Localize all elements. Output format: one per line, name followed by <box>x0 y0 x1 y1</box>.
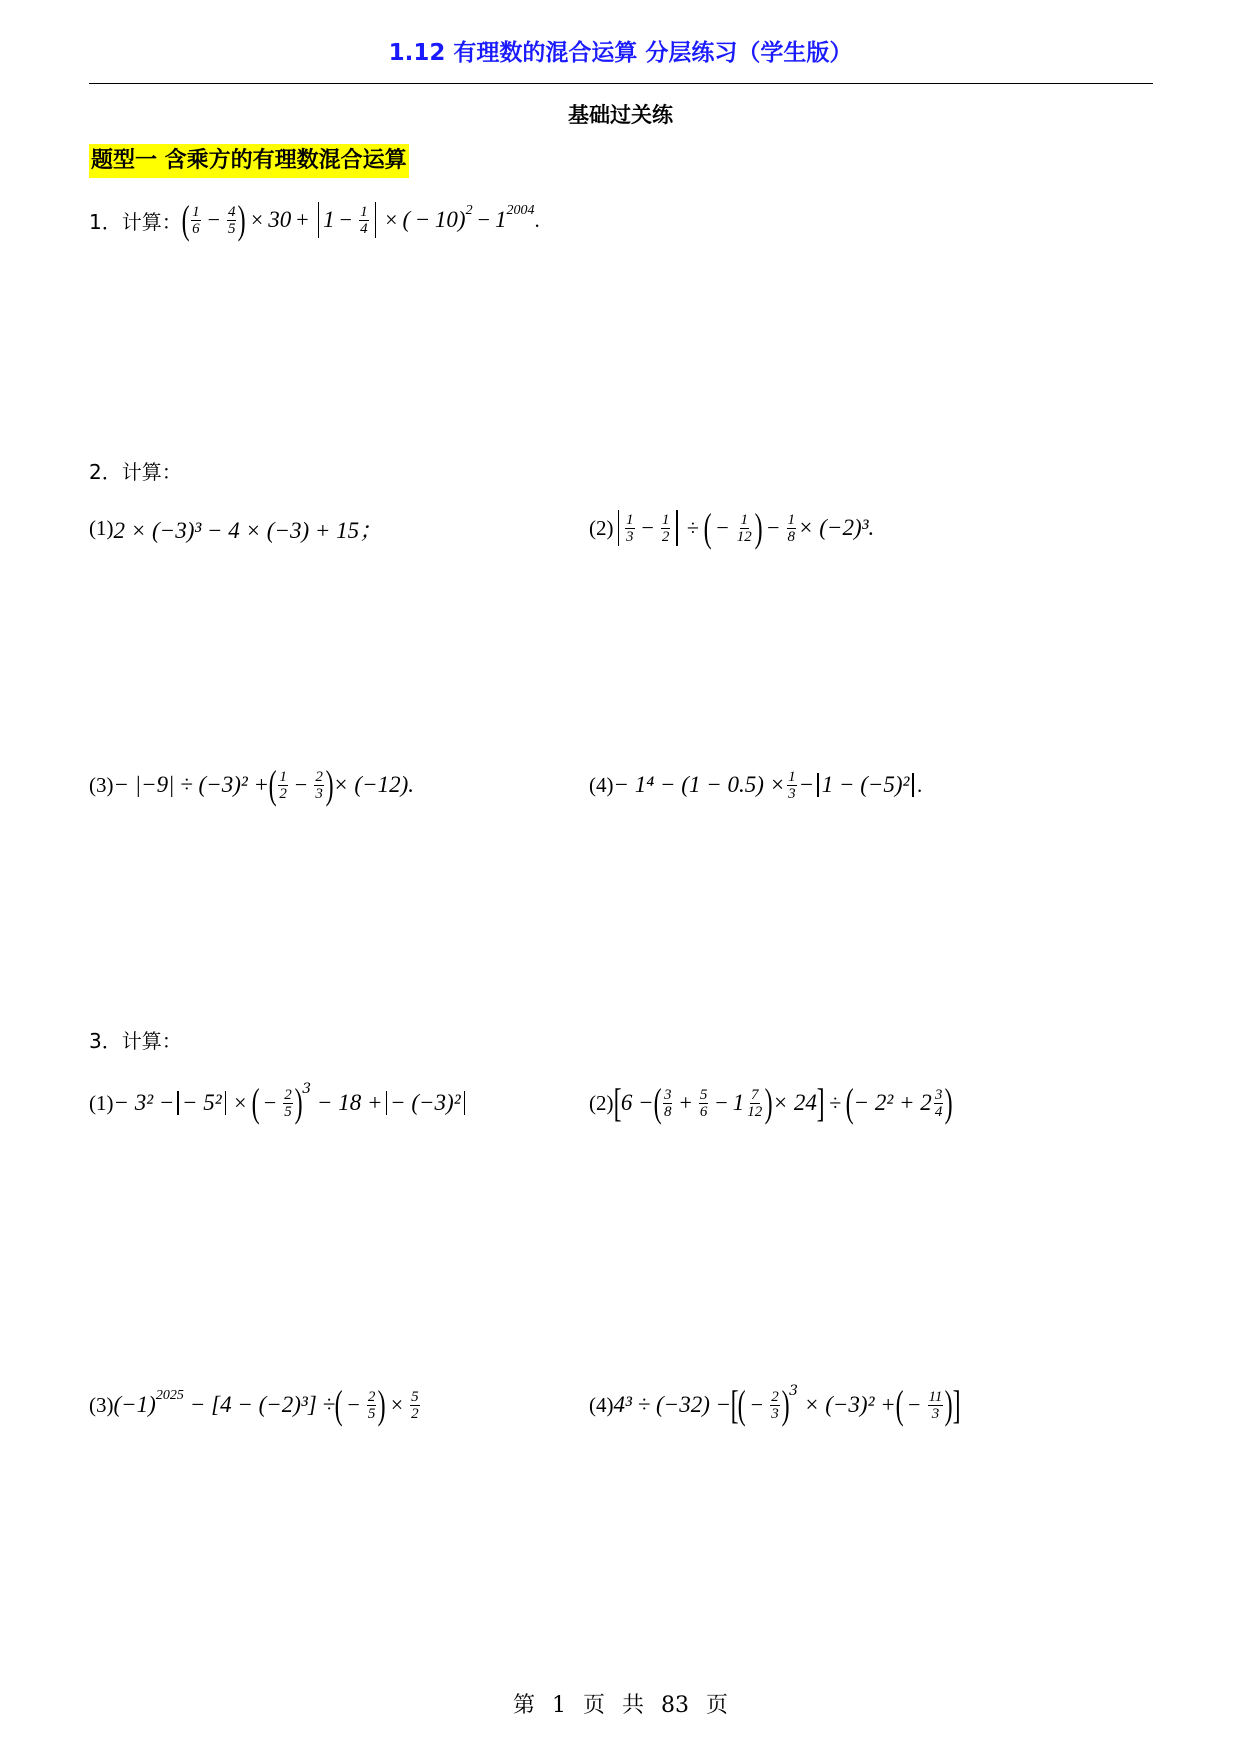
fraction: $\frac{5}{6}$ <box>699 1086 708 1120</box>
question-3-part-2: (2) [ 6 − ( $\frac{3}{8}$ + $\frac{5}{6}$ − 1 $\frac{7}{12}$ ) × 24 ] ÷ ( − 2² + 2 $\frac{3}{4}$ ) <box>589 1080 953 1125</box>
fraction: $\frac{7}{12}$ <box>747 1086 763 1120</box>
fraction: $\frac{3}{4}$ <box>934 1086 943 1120</box>
fraction: $\frac{1}{6}$ <box>192 203 200 237</box>
fraction: $\frac{2}{3}$ <box>315 768 323 802</box>
header-divider <box>89 83 1153 84</box>
fraction: $\frac{1}{3}$ <box>788 768 796 802</box>
document-title: 1.12 有理数的混合运算 分层练习（学生版） <box>388 40 853 66</box>
question-type-heading: 题型一 含乘方的有理数混合运算 <box>89 144 409 178</box>
fraction: $\frac{1}{2}$ <box>279 768 287 802</box>
fraction: $\frac{11}{3}$ <box>928 1388 943 1422</box>
fraction: $\frac{1}{2}$ <box>661 511 670 545</box>
question-3-label-line <box>89 1024 182 1054</box>
section-title: 基础过关练 <box>568 103 673 127</box>
fraction: $\frac{2}{5}$ <box>284 1086 292 1120</box>
question-2-part-1: (1) 2 × (−3)³ − 4 × (−3) + 15； <box>89 515 383 543</box>
page-footer: 第 1 页 共 83 页 <box>513 1693 728 1718</box>
fraction: $\frac{2}{5}$ <box>367 1388 376 1422</box>
question-3-label: 3．计算： <box>89 1028 182 1053</box>
question-3-part-3: (3) $(-1)^{2025}$ − [4 − (−2)³] ÷ ( − $\frac{2}{5}$ ) × $\frac{5}{2}$ <box>89 1382 419 1427</box>
fraction: $\frac{1}{4}$ <box>360 203 368 237</box>
question-1-label: 1．计算： <box>89 209 182 234</box>
fraction: $\frac{1}{3}$ <box>626 511 634 545</box>
fraction: $\frac{5}{2}$ <box>411 1388 419 1422</box>
question-3-part-4: (4) 4³ ÷ (−32) − [ ( − $\frac{2}{3}$ ) $^3$ × (−3)² + ( − $\frac{11}{3}$ ) ] <box>589 1382 961 1427</box>
fraction: $\frac{1}{8}$ <box>787 511 795 545</box>
question-2-label: 2．计算： <box>89 459 182 484</box>
question-1: 1．计算： ( $\frac{1}{6}$ − $\frac{4}{5}$ ) × 30 + 1 − $\frac{1}{4}$ × ( − 10)$^2$ − $1^{2004}$ . <box>89 197 540 242</box>
fraction: $\frac{4}{5}$ <box>227 203 236 237</box>
question-2-part-3: (3) − |−9| ÷ (−3)² + ( $\frac{1}{2}$ − $\frac{2}{3}$ ) × (−12). <box>89 762 415 807</box>
fraction: $\frac{3}{8}$ <box>663 1086 672 1120</box>
question-2-part-4: (4) − 1⁴ − (1 − 0.5) × $\frac{1}{3}$ − 1 − (−5)² . <box>589 768 923 802</box>
question-2-label-line <box>89 455 182 485</box>
fraction: $\frac{1}{12}$ <box>736 511 752 545</box>
fraction: $\frac{2}{3}$ <box>771 1388 779 1422</box>
question-2-part-2: (2) $\frac{1}{3}$ − $\frac{1}{2}$ ÷ ( − $\frac{1}{12}$ ) − $\frac{1}{8}$ × (−2)³. <box>589 505 875 550</box>
question-3-part-1: (1) − 3² − − 5² × ( − $\frac{2}{5}$ ) $^3$ − 18 + − (−3)² <box>89 1076 468 1130</box>
